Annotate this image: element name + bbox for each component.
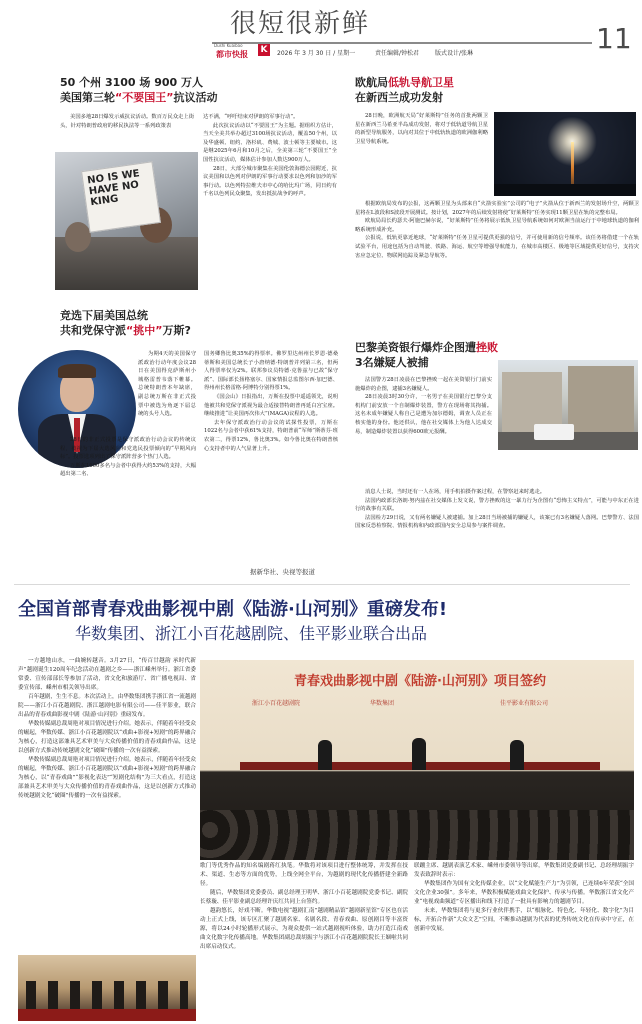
a4-p4: 法国内政部长洛朗·努内兹在社交媒体上发文说，警方挫败的这一暴力行为企图有“恐怖主义特点”，可能与中东正在进行的战事有关联。: [355, 497, 639, 513]
main-headline-highlight: 《陆游·山河别》: [234, 599, 367, 620]
a4-title-pre: 巴黎美资银行爆炸企图遭: [355, 341, 476, 354]
a1-col2-p1: 达不满，“呼吁结束对伊朗的军事行动”。: [203, 114, 299, 120]
main-col3: [414, 862, 634, 934]
a3-source: 据新华社、央视等报道: [250, 568, 315, 576]
a2-title-pre: 欧航局: [355, 76, 388, 89]
main-p3: 华数传媒副总裁周艳对项目情况进行介绍。她表示，伴随着年轻受众的崛起，华数传媒、浙江小百花越剧院以“戏曲+影视+短剧”的跨界融合为核心，打造这部兼具艺术审美与大众传播价值的青春戏曲作品，这是以创新方式推动传统越剧文化“破圈”传播的一次有益探索。: [18, 721, 196, 754]
main-c3-p1: 联蹦主席、越剧表演艺术家、嵊州市委领导等出席，华数集团党委副书记、总经理胡振宇发表致辞时表示：: [414, 863, 634, 878]
a4-title-line1: [355, 340, 639, 355]
main-p4: 华数传媒副总裁周艳对项目情况进行介绍。她表示，伴随着年轻受众的崛起，华数传媒、浙江小百花越剧院以“戏曲+影视+短剧”的跨界融合为核心，以“青春戏曲”“影视化表达”“短剧化结构”为三大看点，打造这部兼具艺术审美与大众传播价值的青春戏曲作品，这是以创新方式推动传统越剧文化“破圈”传播的一次有益探索。: [18, 757, 196, 799]
main-c2-p1: 歌门等优秀作品的知名编剧蒋红执笔。华数将对该项目进行整体统筹，并发挥在技术、渠道、生态等方面的优势，上线全网全平台，为越剧的现代化传播搭建全新路径。: [200, 863, 408, 887]
launch-ground: [494, 184, 636, 196]
a1-col2-p2: 此次抗议活动以“不要国王”为主题。据组织方估计，当天全美共举办超过3100场抗议活动，覆盖50个州，以及华盛顿、纽约、洛杉矶、费城、波士顿等主要城市。这是继2025年6月和10月之后，全美第三轮“不要国王”全国性抗议活动，媒体估计参加人数达900万人。: [203, 122, 337, 163]
page-number: 11: [596, 22, 632, 55]
banner-org-3: 佳平影业有限公司: [500, 700, 549, 707]
main-p1: 一方越地山水，一曲婉转越音。3月27日，“传百廿越韵 承时代新声”越剧诞生120周年纪念活动在越剧之乡——浙江嵊州举行。浙江省委常委、宣传部部长等参加了活动，省文化和旅游厅、省广播电视局、省委宣传部、嵊州市相关领导出席。: [18, 658, 196, 691]
a3-title-line2: [60, 323, 340, 338]
a3-col2-p3: 去年保守派政治行动会议的试探性投票，万斯在1022名与会者中获61%支持，特朗普前“军师”斯蒂芬·班农第二，得票12%，鲁比奥3%。如今鲁比奥在特朗普核心支持者中的人气显著上升。: [204, 419, 338, 452]
a2-title: [355, 75, 625, 105]
signing-stage-photo: [200, 660, 634, 860]
a3-title-pre: 共和党保守派: [60, 324, 126, 337]
main-c2-p2: 随后，华数集团党委委员、副总经理王明华、浙江小百花越剧院党委书记、副院长蔡璇、佳平影业副总经理许庆红共同上台签约。: [200, 890, 408, 905]
a4-p2: 28日凌晨3时30分许，一名男子在美国银行巴黎分支机构门前安放一个自制爆炸装置，警方在现场将其拘捕。这名未成年嫌疑人称自己是遭为加尔德姆，调查人员正在核实他的身份。他还供认，他在社交媒体上为他人达成交易，制造爆炸装置以获得600欧元报酬。: [355, 394, 492, 435]
building-right: [568, 366, 634, 432]
a3-col2-p2: 《国会山》日报指出，万斯在投票中遥遥领先，说明他被共和党保守派视为最合适接替特朗普再延白宫宝座。继续推进“让美国再次伟大”(MAGA)议程的人选。: [204, 393, 338, 418]
protest-photo: [55, 152, 198, 290]
audience: [200, 810, 634, 860]
a2-p4: 公报说，低轨更靠近地球，“好莱斯特”任务卫星可提供更强的信号，并可使用新的信号频率。该任务将借建一个在轨试验平台，用途包括为自动驾驶、铁路、海运、航空等增强导航能力，在城市高楼区、极地等区域提供更好信号，支持灾害应急定位、物联网追踪及紧急导航等。: [355, 235, 639, 259]
a1-title: [60, 75, 340, 105]
a3-title-line1: 竞选下届美国总统: [60, 309, 148, 322]
main-subtitle: 华数集团、浙江小百花越剧院、佳平影业联合出品: [75, 624, 428, 643]
main-headline-post: 重磅发布!: [366, 599, 448, 620]
group-stage-photo: [18, 955, 196, 1021]
a4-col-top: [355, 376, 492, 436]
main-c3-p3: 未来，华数集团将与更多行业伙伴携手，以“根脉化、特色化、年轻化、数字化”为目标，开拓合作新“大众文艺”空间，不断推动越剧为代表的优秀传统文化在传承中守正，在创新中发展。: [414, 908, 634, 932]
signing-banner-title: 青春戏曲影视中剧《陆游·山河别》项目签约: [294, 674, 546, 689]
banner-org-1: 浙江小百花越剧院: [252, 700, 301, 707]
designer: 版式设计/张琳: [435, 50, 474, 57]
a2-p1: 28日晚，欧洲航天局“好莱斯特”任务的首批两颗卫星在新西兰马希亚半岛成功发射，将对于低轨道导航卫星的新型导航服务，以向对其位于中低轨轨道的欧洲伽利略卫星导航系统。: [355, 113, 488, 145]
banner-org-2: 华数集团: [370, 700, 395, 707]
main-p2: 百年越剧，生生不息。本次活动上，由华数集团携手浙江省一流越剧院——浙江小百花越剧院、浙江越剧电影有限公司——佳平影业，联合出品的青春戏曲影视中剧《陆游·山河别》重磅发布。: [18, 694, 196, 718]
a4-col-bottom: [355, 488, 639, 531]
signer-1: [318, 740, 332, 770]
main-headline-pre: 全国首部青春戏曲影视中剧: [18, 599, 234, 620]
a1-col2: [203, 113, 337, 199]
protest-sign-text: NO IS WE HAVE NO KING: [86, 168, 141, 209]
main-headline: [18, 595, 638, 621]
a4-p3: 消息人士说，当时还有一人在场，用手机拍摄作案过程，在警察赶来时逃走。: [365, 489, 546, 495]
a3-col1: [60, 350, 196, 479]
a4-title-highlight: 挫败: [476, 341, 498, 354]
a2-title-line1: [355, 75, 625, 90]
paris-street-photo: [498, 360, 638, 450]
a3-col1-p1: 为期4天的美国保守派政治行动年度会议28日在美国得克萨斯州小城格雷普韦落下帷幕。总统特朗普本年缺席，副总统万斯在非正式投票中被选为角逐下届总统的头号人选。: [138, 351, 196, 418]
building-left: [502, 372, 562, 432]
signer-3: [510, 740, 524, 770]
red-carpet: [18, 1009, 196, 1021]
main-c3-p2: 华数集团作为国有文化传媒企业，以“文化赋能生产力”为引领，已连续6年荣获“全国文化企业30强”。多年来，华数积极赋能戏曲文化保护、传承与传播。华数浙江省文化产业“电视戏曲频道”专区播出和线下打造了一批具有影响力的越剧节目。: [414, 881, 634, 905]
a4-p1: 法国警方28日凌晨在巴黎挫败一起在美资银行门前实施爆炸的企图，逮捕3名嫌疑人。: [355, 377, 492, 392]
a1-title-post: 抗议活动: [173, 91, 218, 104]
a2-title-line2: 在新西兰成功发射: [355, 91, 443, 104]
main-divider: [14, 584, 630, 585]
a3-col2-p1: 国务卿鲁比奥35%的得票率。佛罗里达州州长罗恩·德桑蒂斯和美国总统长子小唐纳德·特朗普并列第三名，但两人得票率仅为2%。联邦参议员特德·克鲁兹与已故“保守派”、国际部长扬格塞尔、国家情报总监图尔西·加巴德、得州州长格雷格·阿博特分别得票1%。: [204, 351, 338, 392]
paper-name: 都市快报: [216, 50, 248, 59]
a2-p3: 欧航局局长约瑟夫·阿施巴赫尔说，“好莱斯特”任务将展示低轨卫星导航系统如何对欧洲当前运行于中地球轨道的伽利略系统形成补充。: [355, 218, 639, 233]
a2-p2: 根据欧航局发布的公报，这两颗卫星为头部来自“火箭实验室”公司的“电子”火箭从位于新西兰的发射场升空，两颗卫星将在L波段和S波段开展测试。按计划，2027年的后续发射将使“好莱斯特”任务实现11颗卫星在轨的完整布局。: [355, 201, 639, 216]
a1-title-line1: 50 个州 3100 场 900 万人: [60, 76, 204, 89]
a4-p5: 法国检方29日说，又有两名嫌疑人被逮捕。加上28日当场被捕的嫌疑人，该案已有3名嫌疑人落网。巴黎警方、法国国家反恐检察院、情报机构和内政部国内安全总局参与案件调查。: [355, 514, 639, 530]
a3-col1-p3: 万斯在1600多名与会者中获得大约53%的支持，大幅超出第二名、: [60, 462, 196, 478]
section-title: 很短很新鲜: [230, 9, 371, 39]
a4-title-line2: 3名嫌疑人被捕: [355, 356, 429, 369]
main-col2: [200, 862, 408, 952]
a1-col2-p3: 28日，大部分城市聚集在美国伦敦海德公园附近，抗议美国和以色列对伊朗的军事行动要求以色列和加沙的军事行动。以色列特拉维夫市中心的哈比玛广场，同日约有千名以色列民众聚集，发出抵抗战争的呼声。: [203, 165, 337, 198]
paper-pinyin: Dushi Kuaibao: [214, 43, 243, 48]
a3-title: [60, 308, 340, 338]
a1-col1: [60, 113, 194, 130]
kuaibao-k-logo-icon: K: [258, 44, 270, 56]
a2-col-top: [355, 112, 488, 146]
protest-sign: [81, 161, 161, 232]
a3-title-post: 万斯?: [162, 324, 191, 337]
group-row: [26, 981, 188, 1009]
date-line: 2026 年 3 月 30 日 / 星期一: [277, 50, 356, 57]
protest-head-1: [65, 222, 91, 252]
main-c2-p3: 越韵悠长，好戏不断。华数电视“越剧汇南”越剧精品馆“越剧新星馆”专区也在活动上正式上线，该专区汇聚了越剧名家、名剧名段、青春戏曲、原创剧目等丰富资源，将以24小时轮播形式展示，为观众提供一站式越剧视听体验，助力打造江南戏曲文化数字化传播高地。华数集团副总裁胡振宇与浙江小百花越剧院院长王姻啦共同出席启动仪式。: [200, 908, 408, 950]
a1-col1-p1: 美国多地28日爆发示威抗议活动。数百万民众走上街头，针对特朗普政府的移民执法等一系列政策表: [60, 114, 194, 129]
editor: 责任编辑/钟松君: [375, 50, 420, 57]
signer-2: [412, 738, 426, 770]
a3-col1-p2: 28日的非正式投票是保守派政治行动会议的传统议程，被视为下届大选风向和党选民投票倾向的“早期风向标”。投票选项列出了保守派阵营多个热门人选。: [60, 437, 196, 461]
police-van: [534, 424, 574, 440]
a3-col2: [204, 350, 338, 453]
a2-col-bottom: [355, 200, 639, 260]
a1-title-pre: 美国第三轮: [60, 91, 115, 104]
a2-title-highlight: 低轨导航卫星: [388, 76, 454, 89]
rocket-launch-photo: [494, 112, 636, 196]
main-col1: [18, 657, 196, 801]
a1-title-line2: [60, 90, 340, 105]
a3-title-highlight: “挑中”: [126, 324, 163, 337]
a1-title-highlight: “不要国王”: [115, 91, 174, 104]
